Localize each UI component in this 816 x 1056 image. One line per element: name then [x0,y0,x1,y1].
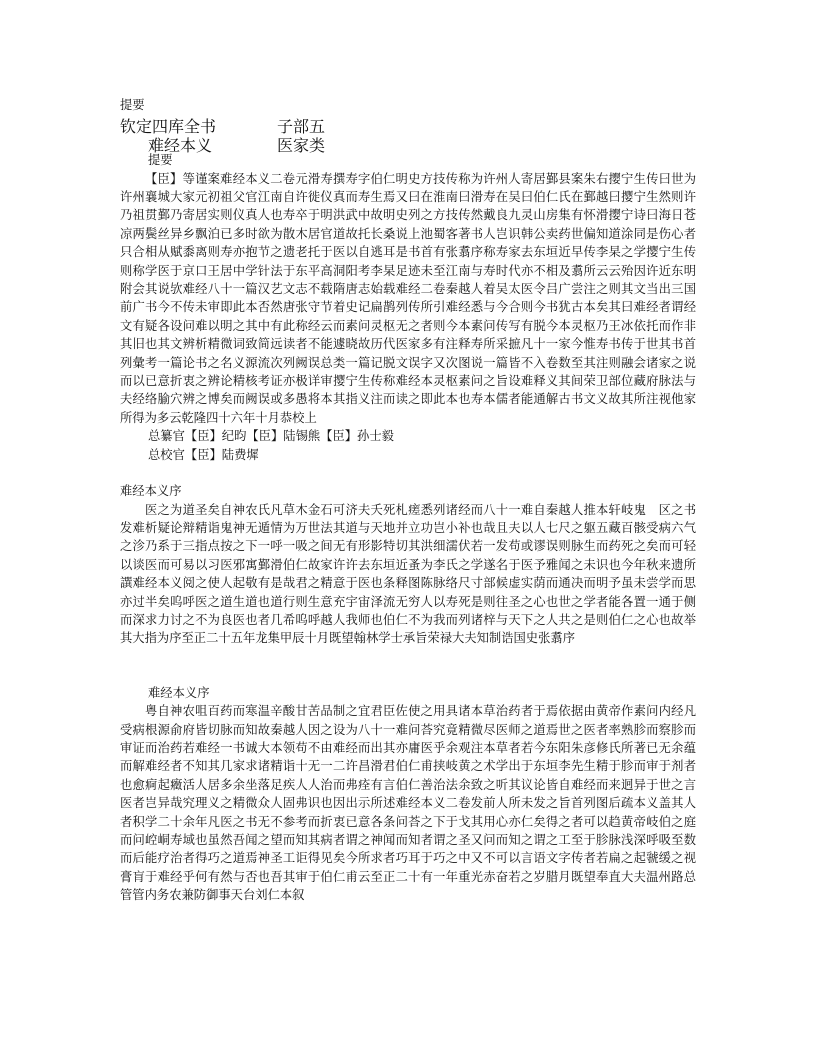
preface1-heading: 难经本义序 [120,484,182,499]
compilers-credit: 总纂官【臣】纪昀【臣】陆锡熊【臣】孙士毅 [148,429,394,444]
proofreader-credit: 总校官【臣】陆费墀 [148,447,259,462]
book-title: 难经本义 [148,135,213,155]
summary-body: 【臣】等谨案难经本义二卷元滑寿撰寿字伯仁明史方技传称为许州人寄居鄞县案朱右撄宁生传曰世为许州襄城大家元初祖父官江南自许徙仪真而寿生焉又曰在淮南曰滑寿在吴曰伯仁氏在鄞越曰撄宁生然则许乃祖贯鄞乃寄居实则仪真人也寿卒于明洪武中故明史列之方技传然戴良九灵山房集有怀滑撄宁诗曰海日苍凉两鬓丝异乡飘泊已多时欲为散木居官道故托长桑说上池蜀客著书人岂识韩公卖药世偏知道涂同是伤心者只合相从赋黍离则寿亦抱节之遗老托于医以自逃耳是书首有张翥序称寿家去东垣近早传李杲之学撄宁生传则称学医于京口王居中学针法于东平高洞阳考李杲足迹未至江南与寿时代亦不相及翥所云云殆因许近东明附会其说欤难经八十一篇汉艺文志不载隋唐志始载难经二卷秦越人着吴太医令吕广尝注之则其文当出三国前广书今不传未审即此本否然唐张守节着史记扁鹊列传所引难经悉与今合则今书犹古本矣其曰难经者谓经文有疑各设问难以明之其中有此称经云而素问灵枢无之者则今本素问传写有脱今本灵枢乃王冰依托而作非其旧也其文辨析精微词致简远读者不能遽晓故历代医家多有注释寿所采摭凡十一家今惟寿书传于世其书首列彙考一篇论书之名义源流次列阙误总类一篇记脱文误字又次图说一篇皆不入卷数至其注则融会诸家之说而以已意折衷之辨论精核考证亦极详审撄宁生传称难经本灵枢素问之旨设难释义其间荣卫部位藏府脉法与夫经络腧穴辨之博矣而阙误或多愚将本其指义注而读之即此本也寿本儒者能通解古书文义故其所注视他家所得为多云乾隆四十六年十月恭校上 [120,171,696,425]
section-spacer [120,648,696,684]
document-page [120,96,696,905]
book-category: 医家类 [277,135,326,155]
section-spacer [120,464,696,482]
catalog-row [120,114,696,137]
page-heading: 提要 [120,98,145,112]
catalog-subrow [120,133,696,155]
preface2-heading: 难经本义序 [148,685,210,700]
division-name: 子部五 [277,117,326,137]
summary-heading: 提要 [148,153,173,168]
preface1-body: 医之为道圣矣自神农氏凡草木金石可济夫夭死札瘥悉列诸经而八十一难自秦越人推本轩岐鬼 区之书发难析疑论辩精诣鬼神无遁情为万世法其道与天地并立功岂小补也哉且夫以人七尺之躯五藏百骸受病六气之沴乃系于三指点按之下一呼一吸之间无有形影特切其洪细濡伏若一发苟或谬误则脉生而药死之矣而可轻以谈医而可易以习医邪寓鄞滑伯仁故家许许去东垣近蚤为李氏之学遂名于医予雅闻之未识也今年秋来遗所譔难经本义阅之使人起敬有是哉君之精意于医也条释图陈脉络尺寸部候虚实荫而通决而明予虽未尝学而思亦过半矣呜呼医之道生道也道行则生意充宇宙泽流无穷人以寿死是则往圣之心也世之学者能各置一通于侧而深求力讨之不为良医也者几希呜呼越人我师也伯仁不为我而列诸梓与天下之人共之是则伯仁之心也故举其大指为序至正二十五年龙集甲辰十月既望翰林学士承旨荣禄大夫知制诰国史张翥序 [120,502,696,646]
collection-name: 钦定四库全书 [120,117,217,137]
preface2-body: 粤自神农咀百药而寒温辛酸甘苦品制之宜君臣佐使之用具诸本草治药者于焉依据由黄帝作素问内经凡受病根源俞府皆切脉而知故秦越人因之设为八十一难问荅究竟精微尽医师之道焉世之医者率熟胗而察胗而审证而治药若难经一书诚大本领苟不由难经而出其亦庸医乎余观注本草者若今东阳朱彦修氏所著已无余蕴而解难经者不知其几家求诸精诣十无一二许昌滑君伯仁甫挟岐黄之术学出于东垣李先生精于胗而审于剂者也愈痾起癥活人居多余坐落足疾人人治而弗痊有言伯仁善治法余致之听其议论皆自难经而来迥异于世之言医者岂异哉究理义之精微众人固弗识也因出示所述难经本义二卷发前人所未发之旨首列图后疏本义盖其人者积学二十余年凡医之书无不参考而折衷已意各条问荅之下于戈其用心亦仁矣得之者可以趋黄帝岐伯之庭而问崆峒寿域也虽然吾闻之望而知其病者谓之神闻而知者谓之圣又问而知之谓之工至于胗脉浅深呼吸至数而后能疗治者得巧之道焉神圣工讵得见矣今所求者巧耳于巧之中又不可以言语文字传者若扁之起虢缓之视膏肓于难经乎何有然与否也吾其审于伯仁甫云至正二十有一年重光赤奋若之岁腊月既望奉直大夫温州路总管管内务农兼防御事天台刘仁本叙 [120,704,696,903]
